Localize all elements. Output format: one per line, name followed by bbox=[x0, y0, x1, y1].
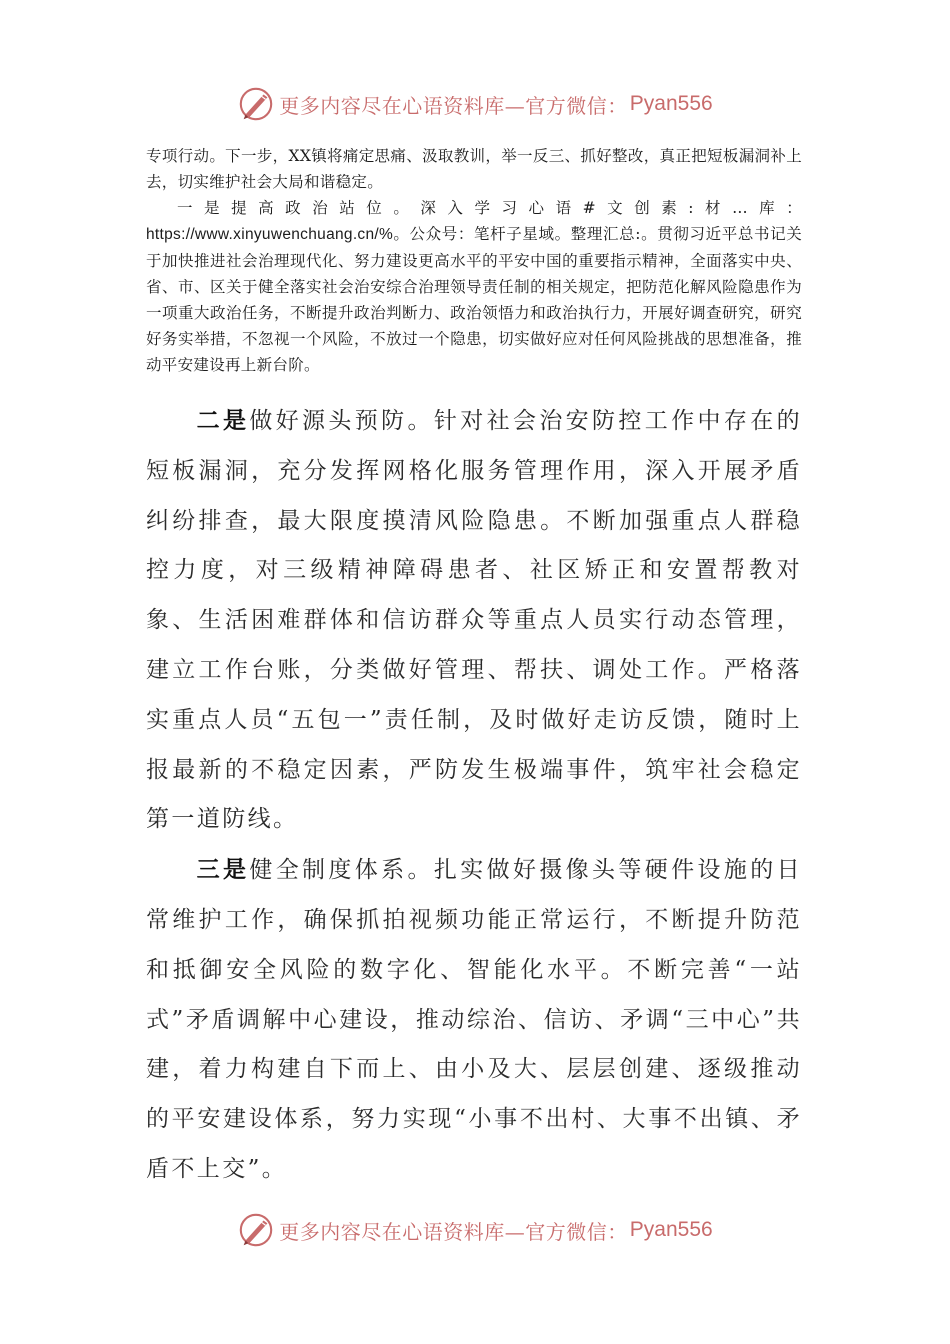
small-paragraph-2-lead: 一是提高政治站位。深入学习心语#文创素:材…库： bbox=[177, 199, 802, 217]
pen-logo-icon bbox=[237, 1211, 275, 1249]
footer-wechat-id: Pyan556 bbox=[629, 1218, 713, 1241]
resource-url-link[interactable]: https://www.xinyuwenchuang.cn/% bbox=[146, 226, 394, 243]
small-paragraph-2-rest: 。公众号：笔杆子星域。整理汇总:。贯彻习近平总书记关于加快推进社会治理现代化、努力建设更高水平的平安中国的重要指示精神，全面落实中央、省、市、区关于健全落实社会治安综合治理领导责任制的相关规定，把防范化解风险隐患作为一项重大政治任务，不断提升政治判断力、政治领悟力和政治执行力，开展好调查研究，研究好务实举措，不忽视一个风险，不放过一个隐患，切实做好应对任何风险挑战的思想准备，推动平安建设再上新台阶。 bbox=[146, 225, 802, 374]
paragraph-3-text: 健全制度体系。扎实做好摄像头等硬件设施的日常维护工作，确保抓拍视频功能正常运行，不断提升防范和抵御安全风险的数字化、智能化水平。不断完善“一站式”矛盾调解中心建设，推动综治、信访、矛调“三中心”共建，着力构建自下而上、由小及大、层层创建、逐级推动的平安建设体系，努力实现“小事不出村、大事不出镇、矛盾不上交”。 bbox=[146, 857, 802, 1182]
intro-section bbox=[146, 143, 802, 378]
header-banner-text: 更多内容尽在心语资料库—官方微信： bbox=[279, 93, 628, 118]
header-wechat-id: Pyan556 bbox=[629, 92, 713, 115]
small-paragraph-2 bbox=[146, 195, 802, 378]
paragraph-2 bbox=[146, 396, 802, 845]
small-paragraph-1: 专项行动。下一步，XX镇将痛定思痛、汲取教训，举一反三、抓好整改，真正把短板漏洞补上去，切实维护社会大局和谐稳定。 bbox=[146, 147, 802, 191]
paragraph-2-text: 做好源头预防。针对社会治安防控工作中存在的短板漏洞，充分发挥网格化服务管理作用，深入开展矛盾纠纷排查，最大限度摸清风险隐患。不断加强重点人群稳控力度，对三级精神障碍患者、社区矫正和安置帮教对象、生活困难群体和信访群众等重点人员实行动态管理，建立工作台账，分类做好管理、帮扶、调处工作。严格落实重点人员“五包一”责任制，及时做好走访反馈，随时上报最新的不稳定因素，严防发生极端事件，筑牢社会稳定第一道防线。 bbox=[146, 408, 802, 833]
paragraph-3-heading: 三是 bbox=[196, 856, 250, 884]
header-banner bbox=[0, 82, 950, 126]
main-section bbox=[146, 396, 802, 1195]
pen-logo-icon bbox=[237, 85, 275, 123]
footer-banner bbox=[0, 1208, 950, 1252]
paragraph-2-heading: 二是 bbox=[196, 407, 250, 434]
paragraph-3 bbox=[146, 845, 802, 1195]
footer-banner-text: 更多内容尽在心语资料库—官方微信： bbox=[279, 1219, 628, 1244]
